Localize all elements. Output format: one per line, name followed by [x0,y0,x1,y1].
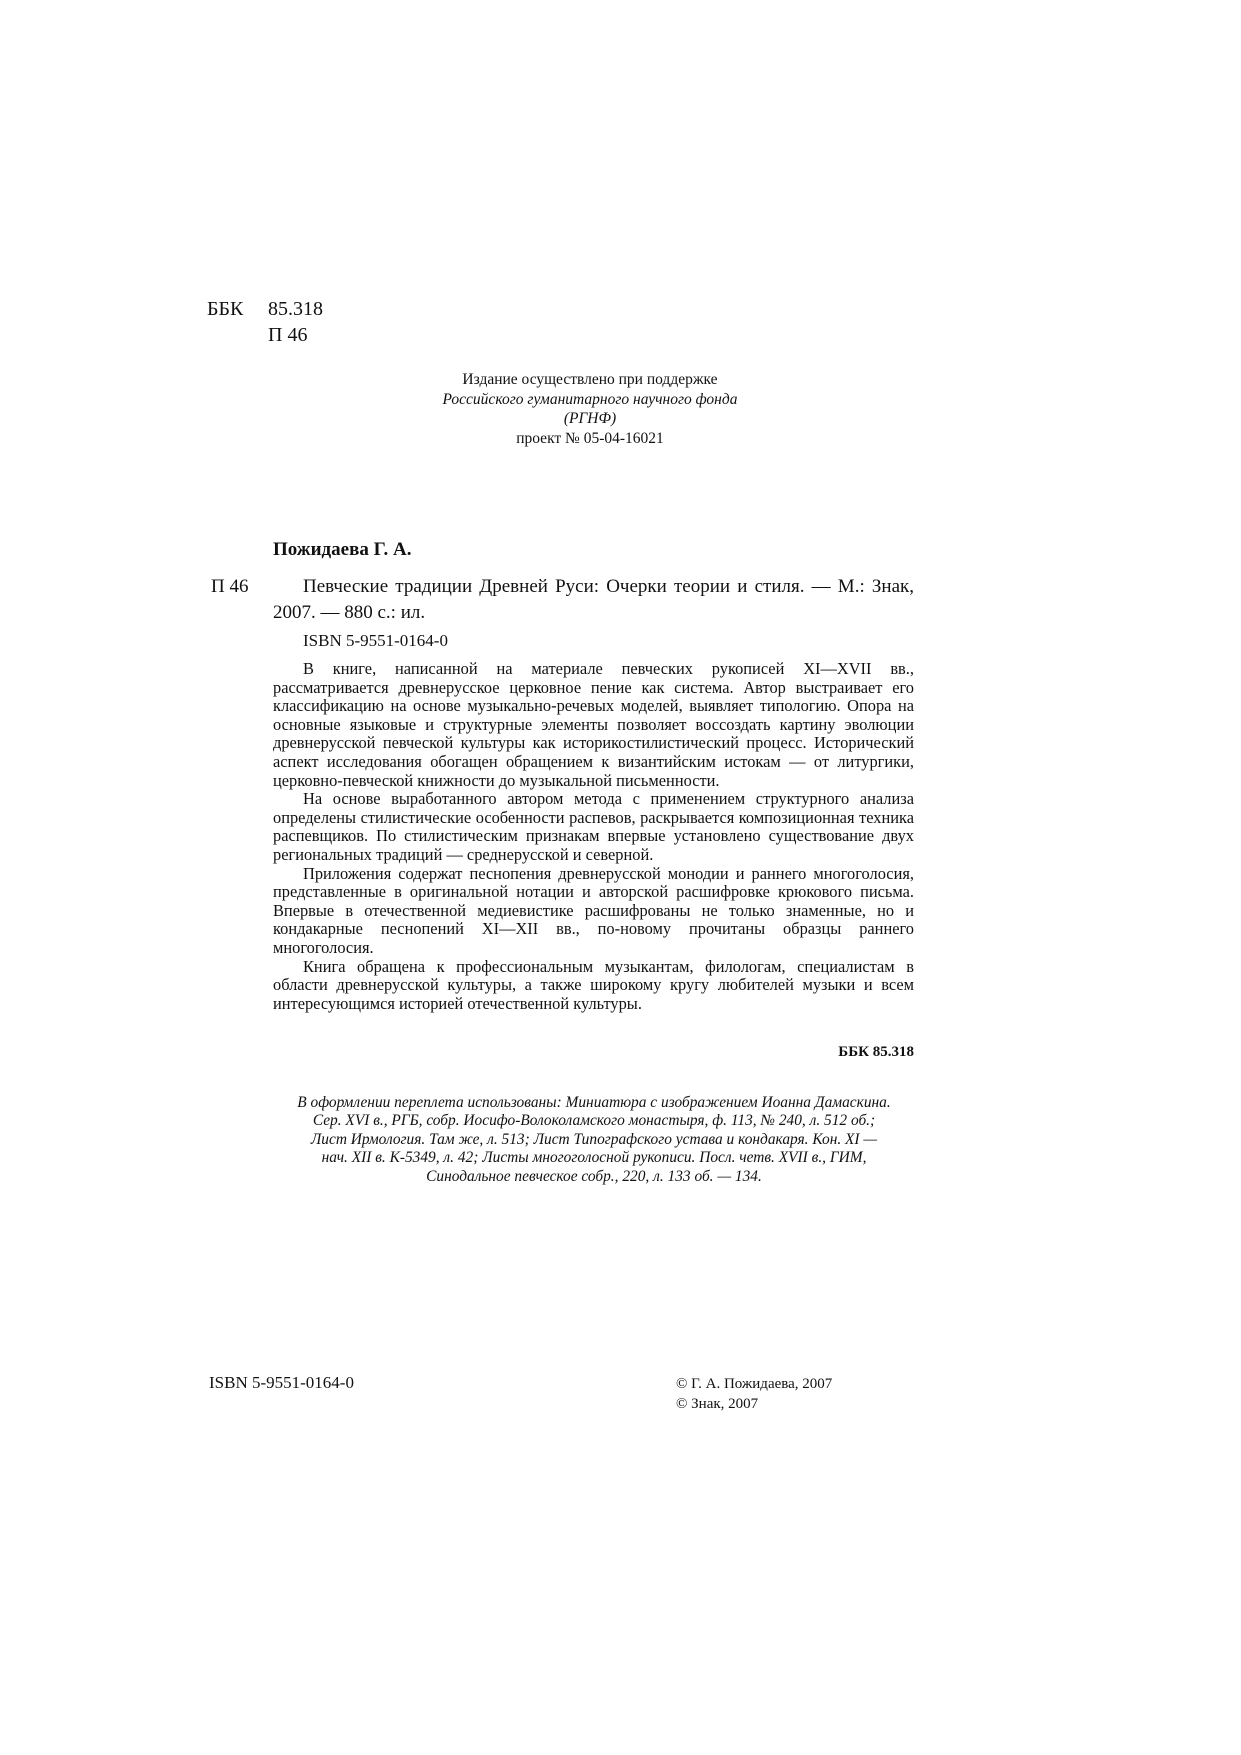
record-isbn: ISBN 5-9551-0164-0 [303,631,448,650]
record-cutter-code: П 46 [211,576,249,597]
cover-note-line-4: нач. XII в. К-5349, л. 42; Листы многоголосной рукописи. Посл. четв. XVII в., ГИМ, [321,1149,867,1167]
bbk-label: ББК [207,298,244,320]
cover-note-line-3: Лист Ирмология. Там же, л. 513; Лист Типографского устава и кондакаря. Кон. XI — [310,1130,878,1148]
support-line-4: проект № 05-04-16021 [516,429,664,447]
cover-note-line-5: Синодальное певческое собр., 220, л. 133 об. — 134. [426,1167,762,1185]
title-text: Певческие традиции Древней Руси: Очерки теории и стиля. — М.: Знак, 2007. — 880 с.: ил. [273,576,914,623]
abstract-paragraph-1: В книге, написанной на материале певческих рукописей XI—XVII вв., рассматривается древнерусское церковное пение как система. Автор выстраивает его классификацию на основе музыкально-речевых моделей, выявляет типологию. Опора на основные языковые и структурные элементы позволяет воссоздать картину эволюции древнерусской певческой культуры как историкостилистический процесс. Исторический аспект исследования обогащен обращением к византийским истокам — от литургики, церковно-певческой книжности до музыкальной письменности. [273,659,914,790]
cover-note-line-1: В оформлении переплета использованы: Миниатюра с изображением Иоанна Дамаскина. [297,1094,891,1111]
support-line-2: Российского гуманитарного научного фонда [442,390,738,408]
bbk-cutter-code: П 46 [268,324,308,346]
abstract-paragraph-2: На основе выработанного автором метода с применением структурного анализа определены стилистические особенности распевов, раскрывается композиционная техника распевщиков. По стилистическим признакам впервые установлено существование двух региональных традиций — среднерусской и северной. [273,789,914,864]
bbk-footer-code: ББК 85.318 [838,1044,914,1060]
abstract [273,660,914,1013]
bbk-code: 85.318 [268,298,323,320]
cover-note-line-2: Сер. XVI в., РГБ, собр. Иосифо-Волоколамского монастыря, ф. 113, № 240, л. 512 об.; [312,1112,876,1130]
copyright-publisher: © Знак, 2007 [676,1396,759,1412]
support-notice [380,370,800,448]
abstract-paragraph-3: Приложения содержат песнопения древнерусской монодии и раннего многоголосия, представленные в оригинальной нотации и авторской расшифровке крюкового письма. Впервые в отечественной медиевистике расшифрованы не только знаменные, но и кондакарные песнопений XI—XII вв., по-новому прочитаны образцы раннего многоголосия. [273,863,914,957]
support-line-1: Издание осуществлено при поддержке [462,371,718,388]
bibliographic-title [273,574,914,626]
copyright-block [676,1374,832,1414]
support-line-3: (РГНФ) [563,410,617,427]
cover-design-note [268,1094,920,1186]
copyright-author: © Г. А. Пожидаева, 2007 [676,1376,833,1392]
isbn-bottom: ISBN 5-9551-0164-0 [209,1373,354,1392]
author-name: Пожидаева Г. А. [273,539,412,560]
abstract-paragraph-4: Книга обращена к профессиональным музыкантам, филологам, специалистам в области древнерусской культуры, а также широкому кругу любителей музыки и всем интересующимся историей отечественной культуры. [273,956,914,1013]
